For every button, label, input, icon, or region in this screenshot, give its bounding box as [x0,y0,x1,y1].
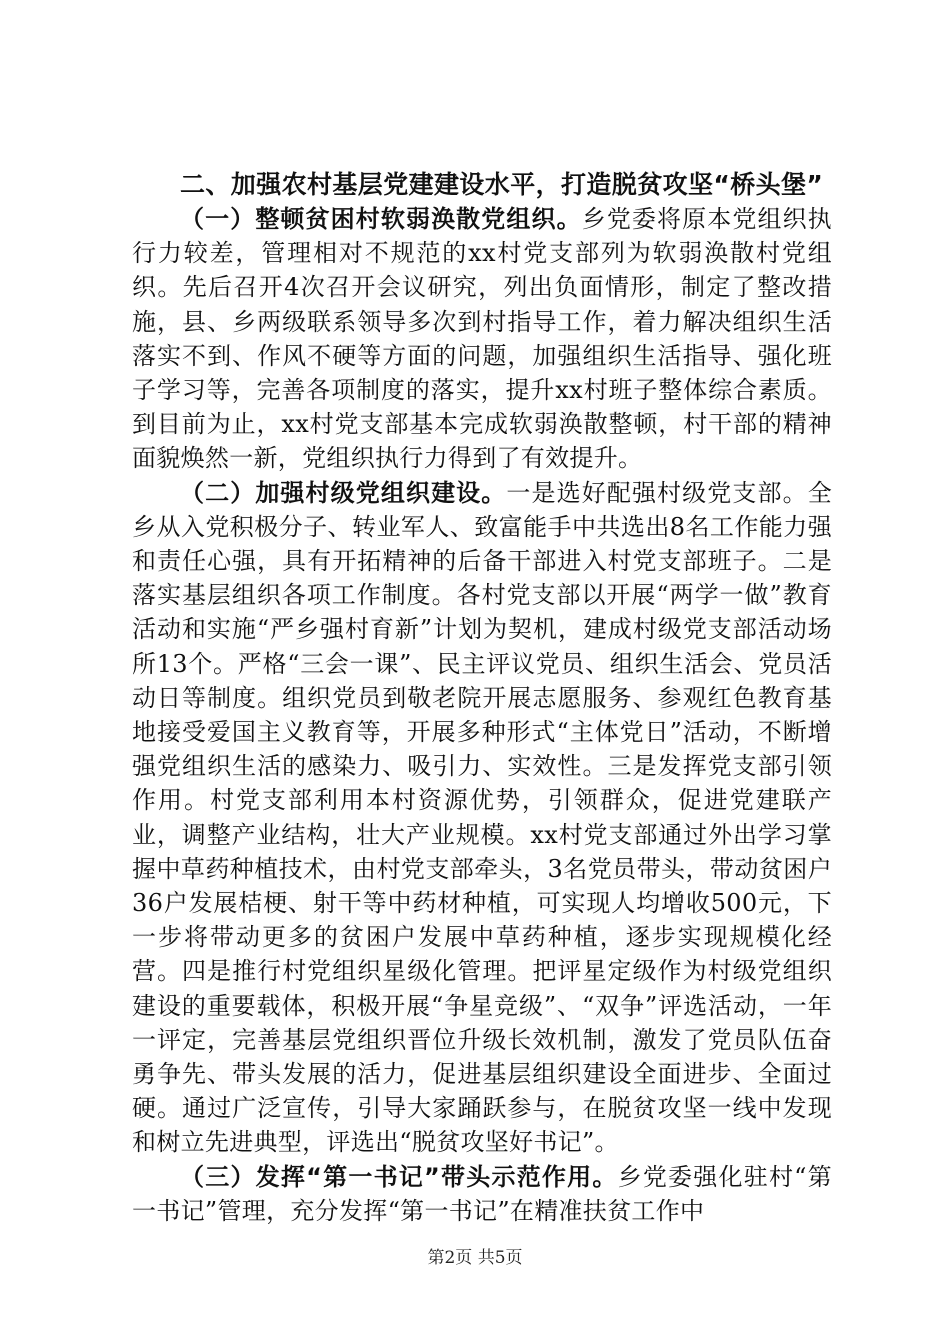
section-heading [132,168,832,202]
paragraph-3-body: 乡党委强化驻村“第一书记”管理，充分发挥“第一书记”在精准扶贫工作中 [132,1162,832,1225]
section-heading-text: 二、加强农村基层党建建设水平，打造脱贫攻坚“桥头堡” [180,170,824,199]
paragraph-3 [132,1160,832,1228]
paragraph-2-lead: （二）加强村级党组织建设。 [180,478,507,507]
paragraph-3-lead: （三）发挥“第一书记”带头示范作用。 [180,1162,618,1191]
page-footer: 第2页 共5页 [427,1248,523,1268]
paragraph-2-body: 一是选好配强村级党支部。全乡从入党积极分子、转业军人、致富能手中共选出8名工作能力强和责任心强，具有开拓精神的后备干部进入村党支部班子。二是落实基层组织各项工作制度。各村党支部以开展“两学一做”教育活动和实施“严乡强村育新”计划为契机，建成村级党支部活动场所13个。严格“三会一课”、民主评议党员、组织生活会、党员活动日等制度。组织党员到敬老院开展志愿服务、参观红色教育基地接受爱国主义教育等，开展多种形式“主体党日”活动，不断增强党组织生活的感染力、吸引力、实效性。三是发挥党支部引领作用。村党支部利用本村资源优势，引领群众，促进党建联产业，调整产业结构，壮大产业规模。xx村党支部通过外出学习掌握中草药种植技术，由村党支部牵头，3名党员带头，带动贫困户36户发展桔梗、射干等中药材种植，可实现人均增收500元，下一步将带动更多的贫困户发展中草药种植，逐步实现规模化经营。四是推行村党组织星级化管理。把评星定级作为村级党组织建设的重要载体，积极开展“争星竞级”、“双争”评选活动，一年一评定，完善基层党组织晋位升级长效机制，激发了党员队伍奋勇争先、带头发展的活力，促进基层组织建设全面进步、全面过硬。通过广泛宣传，引导大家踊跃参与，在脱贫攻坚一线中发现和树立先进典型，评选出“脱贫攻坚好书记”。 [132,478,832,1157]
paragraph-1-body: 乡党委将原本党组织执行力较差，管理相对不规范的xx村党支部列为软弱涣散村党组织。先后召开4次召开会议研究，列出负面情形，制定了整改措施，县、乡两级联系领导多次到村指导工作，着力解决组织生活落实不到、作风不硬等方面的问题，加强组织生活指导、强化班子学习等，完善各项制度的落实，提升xx村班子整体综合素质。到目前为止，xx村党支部基本完成软弱涣散整顿，村干部的精神面貌焕然一新，党组织执行力得到了有效提升。 [132,205,832,473]
document-page [132,168,832,1228]
paragraph-1 [132,202,832,476]
paragraph-2 [132,476,832,1160]
paragraph-1-lead: （一）整顿贫困村软弱涣散党组织。 [180,205,582,233]
